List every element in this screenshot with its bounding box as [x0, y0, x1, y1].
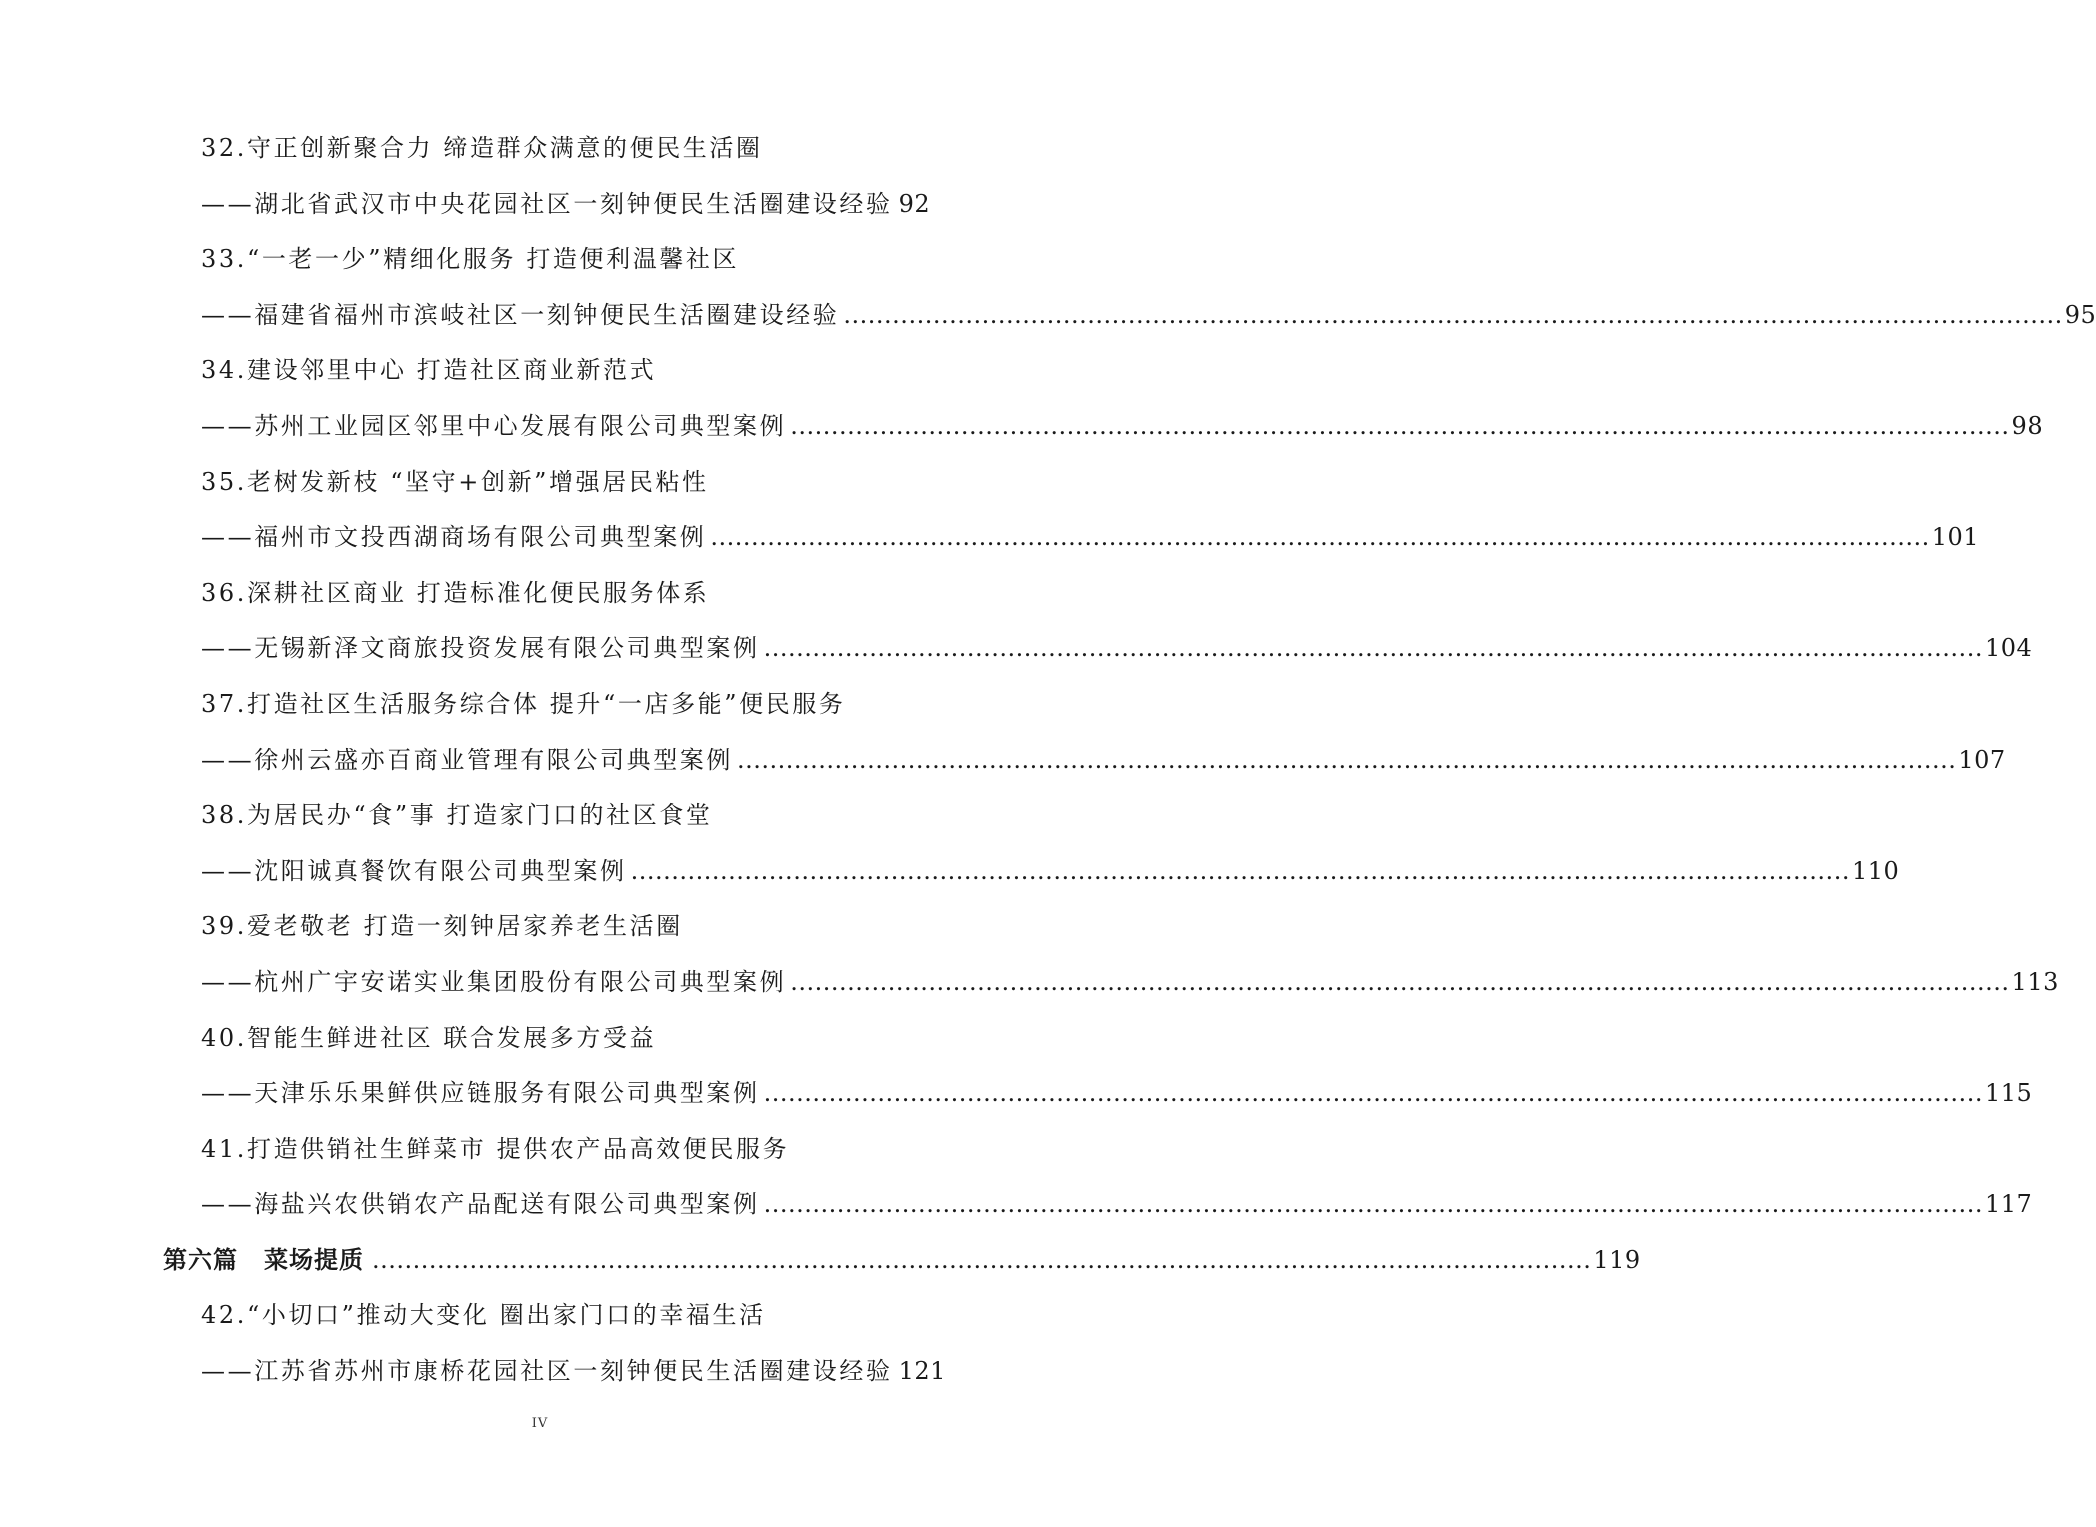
- toc-entry-subtitle: [0, 1344, 946, 1400]
- toc-entry-title: 39.爱老敬老 打造一刻钟居家养老生活圈: [201, 912, 683, 941]
- toc-page-number: 113: [2011, 967, 2059, 996]
- toc-page-number: 121: [898, 1357, 946, 1386]
- toc-entry-subtitle: [0, 955, 2059, 1011]
- toc-subtitle-text: ——江苏省苏州市康桥花园社区一刻钟便民生活圈建设经验: [201, 1357, 893, 1386]
- chapter-name: 菜场提质: [264, 1245, 364, 1274]
- toc-subtitle-text: ——苏州工业园区邻里中心发展有限公司典型案例: [201, 411, 787, 440]
- toc-entry-title: 37.打造社区生活服务综合体 提升“一店多能”便民服务: [201, 689, 846, 718]
- toc-subtitle-text: ——天津乐乐果鲜供应链服务有限公司典型案例: [201, 1079, 760, 1108]
- table-of-contents: [0, 121, 2096, 1400]
- toc-page-number: 115: [1984, 1079, 2033, 1108]
- dot-leader: ......................................................................................................................................................: [763, 1190, 1983, 1219]
- dot-leader: ......................................................................................................................................................: [630, 856, 1850, 885]
- toc-subtitle-text: ——沈阳诚真餐饮有限公司典型案例: [201, 856, 627, 885]
- toc-page-number: 110: [1851, 856, 1900, 885]
- toc-entry-title: 38.为居民办“食”事 打造家门口的社区食堂: [201, 801, 713, 830]
- toc-page-number: 107: [1958, 745, 2006, 774]
- toc-chapter-heading: [0, 1233, 1641, 1289]
- toc-entry-subtitle: [0, 177, 931, 233]
- toc-entry-subtitle: [0, 1177, 2033, 1233]
- toc-page-number: 101: [1931, 523, 1980, 552]
- toc-page-number: 104: [1984, 634, 2033, 663]
- toc-page-number: 98: [2011, 411, 2044, 440]
- toc-subtitle-text: ——福州市文投西湖商场有限公司典型案例: [201, 523, 707, 552]
- dot-leader: ......................................................................................................................................................: [737, 745, 1957, 774]
- chapter-number: 第六篇: [163, 1245, 238, 1274]
- toc-subtitle-text: ——无锡新泽文商旅投资发展有限公司典型案例: [201, 634, 760, 663]
- dot-leader: ......................................................................................................................................................: [790, 411, 2010, 440]
- toc-entry-subtitle: [0, 510, 1980, 566]
- toc-page-number: 95: [2064, 300, 2096, 329]
- toc-page-number: 117: [1984, 1190, 2033, 1219]
- toc-subtitle-text: ——湖北省武汉市中央花园社区一刻钟便民生活圈建设经验: [201, 189, 893, 218]
- toc-entry-title: 32.守正创新聚合力 缔造群众满意的便民生活圈: [201, 134, 763, 162]
- toc-entry-subtitle: [0, 399, 2044, 455]
- toc-entry-title: 40.智能生鲜进社区 联合发展多方受益: [201, 1023, 657, 1052]
- toc-entry-subtitle: [0, 1066, 2033, 1122]
- dot-leader: ......................................................................................................................................................: [763, 1079, 1983, 1108]
- toc-entry-subtitle: [0, 621, 2033, 677]
- toc-entry-title: 41.打造供销社生鲜菜市 提供农产品高效便民服务: [201, 1134, 790, 1163]
- toc-entry-title: 42.“小切口”推动大变化 圈出家门口的幸福生活: [201, 1301, 766, 1330]
- dot-leader: ......................................................................................................................................................: [710, 523, 1930, 552]
- toc-entry-title: 34.建设邻里中心 打造社区商业新范式: [201, 356, 657, 385]
- toc-subtitle-text: ——徐州云盛亦百商业管理有限公司典型案例: [201, 745, 733, 774]
- toc-entry-title: 36.深耕社区商业 打造标准化便民服务体系: [201, 578, 710, 607]
- toc-subtitle-text: ——海盐兴农供销农产品配送有限公司典型案例: [201, 1190, 760, 1219]
- dot-leader: ......................................................................................................................................................: [372, 1245, 1592, 1274]
- toc-entry-title: 33.“一老一少”精细化服务 打造便利温馨社区: [201, 245, 740, 274]
- dot-leader: ......................................................................................................................................................: [763, 634, 1983, 663]
- dot-leader: ......................................................................................................................................................: [790, 967, 2010, 996]
- toc-subtitle-text: ——福建省福州市滨岐社区一刻钟便民生活圈建设经验: [201, 300, 840, 329]
- toc-entry-subtitle: [0, 733, 2006, 789]
- toc-page-number: 119: [1593, 1245, 1641, 1274]
- toc-entry-subtitle: [0, 288, 2096, 344]
- toc-subtitle-text: ——杭州广宇安诺实业集团股份有限公司典型案例: [201, 967, 787, 996]
- toc-entry-subtitle: [0, 844, 1900, 900]
- toc-page-number: 92: [898, 189, 931, 218]
- dot-leader: ......................................................................................................................................................: [843, 300, 2063, 329]
- toc-entry-title: 35.老树发新枝 “坚守+创新”增强居民粘性: [201, 467, 709, 496]
- page-footer-number: IV: [531, 1416, 549, 1431]
